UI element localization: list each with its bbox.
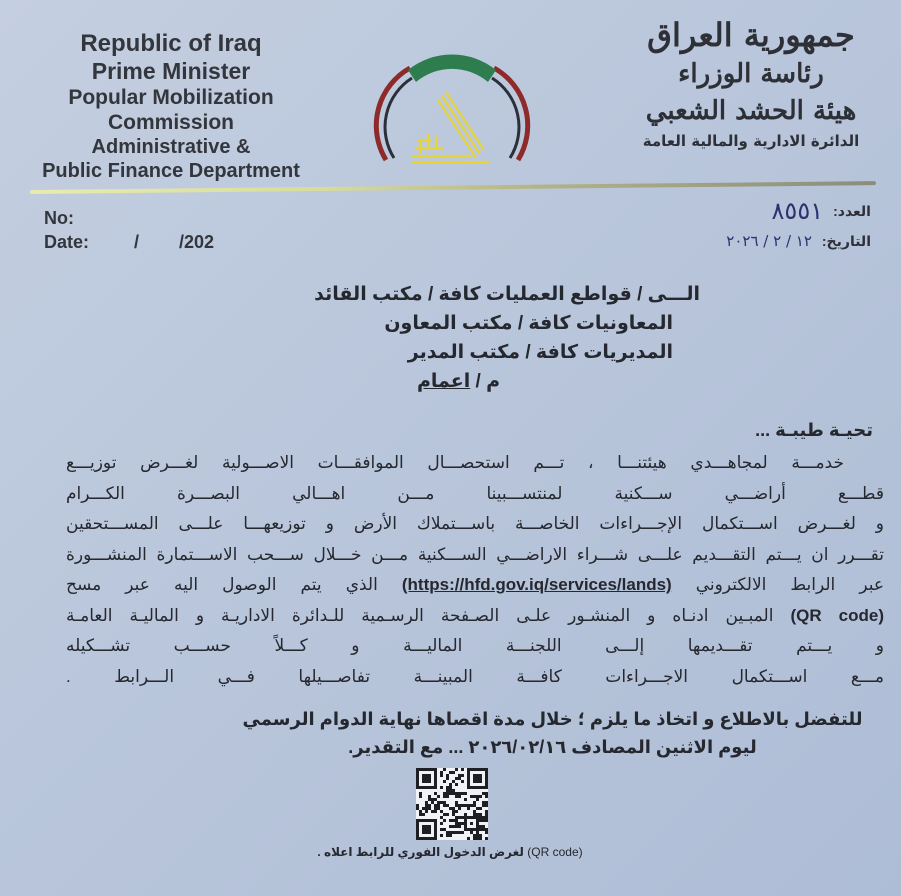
addressee-line: المديريات كافة / مكتب المدير (407, 342, 673, 363)
body-line: و يـــتم تقـــديمها إلـــى اللجنـــة الماليـــة و كـــلاً حســـب تشـــكيله (66, 636, 884, 655)
reference-ar (726, 196, 871, 256)
lands-link[interactable]: (https://hfd.gov.iq/services/lands) (401, 575, 672, 594)
no-label: No: (44, 208, 74, 228)
document-number: ٨٥٥١ (771, 197, 824, 225)
subject-line (300, 367, 700, 396)
body-text-segment: الذي يتم الوصول اليه عبر مسح (66, 575, 378, 594)
body-text-segment: عبر الرابط الالكتروني (671, 575, 884, 594)
body-line: قطـــع أراضـــي ســـكنية لمنتســـبينا مـــن اهـــالي البصـــرة الكـــرام (66, 483, 884, 503)
date-separator: / (134, 232, 140, 252)
qr-caption-text: لغرض الدخول الفوري للرابط اعلاه . (317, 845, 528, 859)
header-ar-pmc: هيئة الحشد الشعبي (645, 96, 857, 126)
header-divider (30, 181, 876, 194)
header-en-prime-minister: Prime Minister (91, 58, 251, 84)
header-arabic (620, 14, 882, 152)
document-date: ١٢ / ٢ / ٢٠٢٦ (726, 232, 812, 250)
body-text-segment: المبـين ادنـاه و المنشـور علـى الصـفحة الرسـمية للـدائرة الاداريـة و الماليـة العامـة (66, 605, 774, 625)
qr-caption (300, 845, 600, 859)
header-en-dept-line1: Administrative & (91, 136, 251, 158)
date-label: Date: (44, 232, 90, 252)
header-en-dept-line2: Public Finance Department (42, 160, 300, 182)
qr-code[interactable] (416, 768, 488, 840)
emblem-logo (372, 40, 532, 175)
date-year: /202 (179, 232, 215, 252)
header-english (40, 30, 302, 183)
closing-line: ليوم الاثنين المصادف ٢٠٢٦/٠٢/١٦ ... مع التقدير. (348, 737, 757, 757)
header-ar-prime-minister: رئاسة الوزراء (678, 59, 824, 89)
number-label-ar: العدد: (833, 202, 871, 219)
date-label-ar: التاريخ: (821, 232, 871, 249)
qr-code-icon (416, 768, 488, 840)
popular-mobilization-emblem-icon (372, 40, 532, 175)
body-line: تقـــرر ان يـــتم التقـــديم علـــى شـــراء الاراضـــي الســـكنية مـــن خـــلال ســـحب الاســـتمارة المنشـــورة (66, 544, 884, 564)
subject: اعمام (416, 371, 471, 392)
header-en-pmc-line2: Commission (107, 111, 235, 134)
addressee-line: المعاونيات كافة / مكتب المعاون (384, 313, 673, 334)
reference-en (44, 206, 214, 254)
header-ar-dept: الدائرة الادارية والمالية العامة (642, 132, 860, 150)
body-line (66, 570, 884, 601)
qr-code-mention: (QR code) (790, 605, 884, 625)
greeting: تحيـة طيبـة ... (755, 420, 873, 440)
closing-line: للتفضل بالاطلاع و اتخاذ ما يلزم ؛ خلال مدة اقصاها نهاية الدوام الرسمي (242, 709, 863, 729)
addressee-line: الـــى / قواطع العمليات كافة / مكتب القائد (314, 284, 700, 305)
subject-prefix: م / (470, 371, 500, 392)
qr-caption-code: (QR code) (527, 845, 583, 859)
addressees (300, 280, 700, 396)
body-line: خدمـــة لمجاهـــدي هيئتنـــا ، تـــم استحصـــال الموافقـــات الاصـــولية لغـــرض توزيـــع (66, 453, 844, 472)
body-line: مـــع اســـتكمال الاجـــراءات كافـــة المبينـــة تفاصـــيلها فـــي الـــرابط . (66, 666, 884, 686)
body-paragraph (66, 448, 884, 692)
header-en-republic: Republic of Iraq (80, 30, 262, 57)
closing (230, 705, 875, 761)
body-line: و لغـــرض اســـتكمال الإجـــراءات الخاصـــة باســـتملاك الأرض و توزيعهـــا علـــى المســـتحقين (66, 514, 884, 533)
body-line (66, 601, 884, 632)
header-ar-republic: جمهورية العراق (647, 16, 855, 54)
header-en-pmc-line1: Popular Mobilization (68, 86, 274, 109)
